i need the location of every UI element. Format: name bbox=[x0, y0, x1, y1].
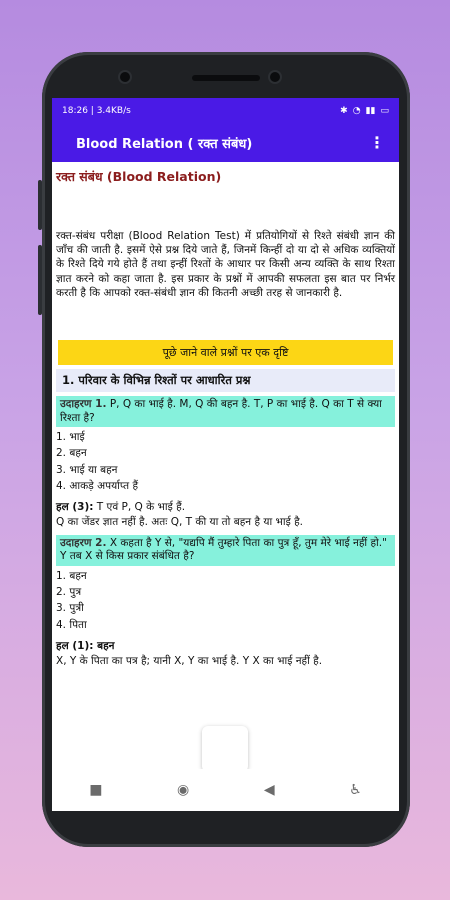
option-item: 1. बहन bbox=[56, 569, 87, 582]
home-button[interactable]: ◉ bbox=[177, 782, 190, 798]
example-2 bbox=[56, 535, 395, 566]
recent-apps-button[interactable]: ■ bbox=[89, 782, 103, 798]
section-heading: 1. परिवार के विभिन्न रिश्तों पर आधारित प्रश्न bbox=[56, 369, 395, 392]
example-label: उदाहरण 1. bbox=[60, 397, 107, 410]
status-bar bbox=[52, 98, 399, 124]
signal-icon: ▮▮ bbox=[365, 106, 376, 116]
solution-text: T एवं P, Q के भाई हैं. bbox=[96, 501, 186, 514]
floating-card[interactable] bbox=[202, 726, 248, 772]
solution-label: हल (1): बहन bbox=[56, 639, 115, 652]
more-vert-icon[interactable]: ⋮ bbox=[369, 133, 385, 152]
solution-2 bbox=[56, 639, 395, 669]
example-question: P, Q का भाई है. M, Q की बहन है. T, P का भाई है. Q का T से क्या रिश्ता है? bbox=[60, 397, 382, 424]
wifi-icon: ◔ bbox=[352, 106, 361, 116]
phone-screen bbox=[52, 98, 399, 811]
app-bar bbox=[52, 124, 399, 162]
option-item: 3. भाई या बहन bbox=[56, 463, 118, 476]
intro-paragraph: रक्त-संबंध परीक्षा (Blood Relation Test) में प्रतियोगियों से रिश्ते संबंधी ज्ञान की जाँच की जाती है. इसमें ऐसे प्रश्न दिये जाते हैं, जिनमें किन्हीं दो या दो से अधिक व्यक्तियों के रिश्ते दिये गये होते हैं तथा इन्हीं रिश्तों के आधार पर किसी अन्य व्यक्ति के साथ रिश्ता ज्ञात करने को कहा जाता है. इस प्रकार के प्रश्नों में आपकी सफलता इस बात पर निर्भर करती है कि आपको रक्त-संबंधी ज्ञान की कितनी अच्छी तरह से जानकारी है. bbox=[56, 230, 395, 299]
option-item: 2. बहन bbox=[56, 447, 87, 460]
option-item: 4. पिता bbox=[56, 618, 87, 631]
option-item: 3. पुत्री bbox=[56, 602, 84, 615]
options-list bbox=[56, 568, 395, 633]
status-icons bbox=[340, 106, 389, 116]
page-heading: रक्त संबंध (Blood Relation) bbox=[56, 169, 222, 184]
solution-text: Q का जेंडर ज्ञात नहीं है. अतः Q, T की या तो बहन है या भाई है. bbox=[56, 516, 304, 529]
option-item: 4. आकड़े अपर्याप्त हैं bbox=[56, 479, 139, 492]
highlight-banner: पूछे जाने वाले प्रश्नों पर एक दृष्टि bbox=[58, 340, 393, 365]
solution-text: X, Y के पिता का पत्र है; यानी X, Y का भाई है. Y X का भाई नहीं है. bbox=[56, 655, 323, 668]
article-content[interactable] bbox=[52, 162, 399, 669]
bluetooth-icon: ✱ bbox=[340, 106, 348, 116]
example-question: X कहता है Y से, "यद्यपि मैं तुम्हारे पिता का पुत्र हूँ, तुम मेरे भाई नहीं हो." Y तब X से किस प्रकार संबंधित है? bbox=[60, 536, 387, 563]
volume-button bbox=[38, 180, 42, 230]
accessibility-icon[interactable]: ♿ bbox=[349, 782, 362, 798]
back-button[interactable]: ◀ bbox=[263, 782, 275, 798]
power-button bbox=[38, 245, 42, 315]
solution-1 bbox=[56, 500, 395, 530]
camera-icon bbox=[120, 72, 130, 82]
status-time: 18:26 | 3.4KB/s bbox=[62, 106, 131, 116]
battery-icon: ▭ bbox=[380, 106, 389, 116]
example-1 bbox=[56, 396, 395, 427]
solution-label: हल (3): bbox=[56, 501, 94, 514]
sensor-icon bbox=[270, 72, 280, 82]
option-item: 1. भाई bbox=[56, 431, 85, 444]
app-title: Blood Relation ( रक्त संबंध) bbox=[76, 137, 253, 152]
options-list bbox=[56, 429, 395, 494]
nav-bar bbox=[52, 769, 399, 811]
option-item: 2. पुत्र bbox=[56, 586, 82, 599]
speaker-grille bbox=[192, 75, 260, 81]
example-label: उदाहरण 2. bbox=[60, 536, 107, 549]
